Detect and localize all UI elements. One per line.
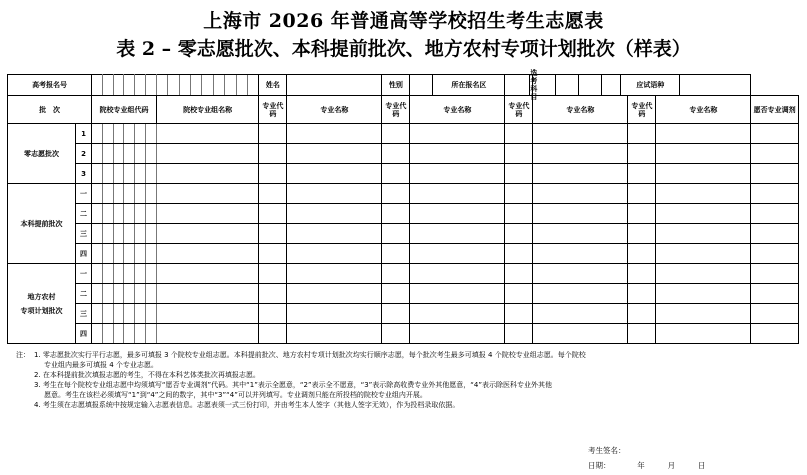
adjust-header: 愿否专业调剂 <box>751 96 799 124</box>
subject-field-3[interactable] <box>579 75 602 95</box>
school-group-name-field[interactable] <box>156 164 259 184</box>
district-field[interactable] <box>505 75 530 95</box>
major-name-header-2: 专业名称 <box>410 96 505 124</box>
major-code-field[interactable] <box>628 164 656 184</box>
school-group-code-header: 院校专业组代码 <box>92 96 157 124</box>
school-group-code-digit[interactable] <box>124 244 135 264</box>
table-row <box>8 304 799 324</box>
school-group-code-digit[interactable] <box>113 224 124 244</box>
school-group-code-digit[interactable] <box>135 204 146 224</box>
adjust-field[interactable] <box>751 184 799 204</box>
school-group-code-digit[interactable] <box>124 264 135 284</box>
school-group-code-digit[interactable] <box>102 244 113 264</box>
major-name-field[interactable] <box>410 184 505 204</box>
major-code-field[interactable] <box>628 144 656 164</box>
major-code-field[interactable] <box>628 304 656 324</box>
school-group-code-digit[interactable] <box>124 324 135 344</box>
major-name-field[interactable] <box>656 304 751 324</box>
major-code-field[interactable] <box>628 124 656 144</box>
school-group-code-digit[interactable] <box>102 204 113 224</box>
major-code-field[interactable] <box>505 224 533 244</box>
school-group-code-digit[interactable] <box>146 284 157 304</box>
major-code-field[interactable] <box>259 304 287 324</box>
school-group-code-digit[interactable] <box>92 324 103 344</box>
school-group-code-digit[interactable] <box>102 324 113 344</box>
table-row <box>8 144 799 164</box>
exam-number-digit[interactable] <box>113 75 124 96</box>
note-lead <box>16 400 34 410</box>
major-name-field[interactable] <box>287 244 382 264</box>
school-group-code-digit[interactable] <box>124 144 135 164</box>
note-line <box>16 400 796 410</box>
major-code-field[interactable] <box>505 264 533 284</box>
major-name-field[interactable] <box>287 224 382 244</box>
choice-index: 二 <box>75 204 91 224</box>
subject-field-2[interactable] <box>556 75 579 95</box>
major-code-field[interactable] <box>505 244 533 264</box>
batch-label: 零志愿批次 <box>8 124 76 184</box>
adjust-field[interactable] <box>751 224 799 244</box>
major-name-field[interactable] <box>656 284 751 304</box>
major-code-field[interactable] <box>259 124 287 144</box>
school-group-name-field[interactable] <box>156 244 259 264</box>
major-name-field[interactable] <box>656 264 751 284</box>
major-code-header-1: 专业代码 <box>259 96 287 124</box>
school-group-name-field[interactable] <box>156 324 259 344</box>
major-code-field[interactable] <box>382 184 410 204</box>
choice-index: 3 <box>75 164 91 184</box>
major-name-field[interactable] <box>410 264 505 284</box>
major-code-field[interactable] <box>259 244 287 264</box>
major-code-field[interactable] <box>382 264 410 284</box>
table-row <box>8 284 799 304</box>
major-code-field[interactable] <box>382 204 410 224</box>
school-group-code-digit[interactable] <box>92 284 103 304</box>
form-title: 上海市 2026 年普通高等学校招生考生志愿表 <box>203 10 604 32</box>
school-group-name-field[interactable] <box>156 284 259 304</box>
major-name-field[interactable] <box>533 284 628 304</box>
school-group-code-digit[interactable] <box>92 264 103 284</box>
major-name-field[interactable] <box>410 164 505 184</box>
note-line <box>16 370 796 380</box>
school-group-code-digit[interactable] <box>146 224 157 244</box>
batch-label-line: 地方农村 <box>27 292 56 301</box>
note-line <box>16 360 796 370</box>
gender-field[interactable] <box>410 75 433 95</box>
major-name-field[interactable] <box>656 184 751 204</box>
major-code-field[interactable] <box>382 164 410 184</box>
note-line <box>16 390 796 400</box>
major-code-field[interactable] <box>382 304 410 324</box>
school-group-name-field[interactable] <box>156 204 259 224</box>
choice-index: 1 <box>75 124 91 144</box>
major-code-field[interactable] <box>628 324 656 344</box>
major-name-field[interactable] <box>533 164 628 184</box>
major-name-header-1: 专业名称 <box>287 96 382 124</box>
school-group-code-digit[interactable] <box>102 264 113 284</box>
exam-number-digit[interactable] <box>135 75 146 96</box>
school-group-code-digit[interactable] <box>135 124 146 144</box>
school-group-code-digit[interactable] <box>102 284 113 304</box>
major-code-field[interactable] <box>259 224 287 244</box>
school-group-code-digit[interactable] <box>146 244 157 264</box>
school-group-code-digit[interactable] <box>92 244 103 264</box>
table-row <box>8 164 799 184</box>
note-lead <box>16 360 34 370</box>
major-name-field[interactable] <box>656 324 751 344</box>
exam-number-digit[interactable] <box>92 75 103 96</box>
school-group-name-field[interactable] <box>156 184 259 204</box>
school-group-code-digit[interactable] <box>113 324 124 344</box>
gender-label: 性别 <box>382 75 410 96</box>
school-group-code-digit[interactable] <box>102 224 113 244</box>
table-row <box>8 184 799 204</box>
school-group-code-digit[interactable] <box>92 124 103 144</box>
major-name-header-4: 专业名称 <box>656 96 751 124</box>
note-text: 专业组内最多可填报 4 个专业志愿。 <box>44 361 158 369</box>
major-code-field[interactable] <box>505 324 533 344</box>
month-label: 月 <box>667 461 676 470</box>
school-group-code-digit[interactable] <box>146 204 157 224</box>
school-group-code-digit[interactable] <box>146 164 157 184</box>
major-code-field[interactable] <box>628 284 656 304</box>
choice-index: 四 <box>75 244 91 264</box>
major-name-field[interactable] <box>533 304 628 324</box>
major-code-field[interactable] <box>628 264 656 284</box>
major-code-field[interactable] <box>259 324 287 344</box>
form-subtitle: 表 2 – 零志愿批次、本科提前批次、地方农村专项计划批次（样表） <box>116 38 691 60</box>
school-group-code-digit[interactable] <box>102 124 113 144</box>
school-group-code-digit[interactable] <box>102 164 113 184</box>
signature-date-line <box>588 460 705 471</box>
school-group-code-digit[interactable] <box>146 124 157 144</box>
note-lead <box>16 390 34 400</box>
major-name-header-3: 专业名称 <box>533 96 628 124</box>
table-row <box>8 264 799 284</box>
school-group-name-field[interactable] <box>156 124 259 144</box>
exam-number-digit[interactable] <box>146 75 157 96</box>
major-name-field[interactable] <box>287 284 382 304</box>
school-group-code-digit[interactable] <box>92 184 103 204</box>
note-line <box>16 380 796 390</box>
major-name-field[interactable] <box>410 204 505 224</box>
choice-index: 一 <box>75 264 91 284</box>
major-code-field[interactable] <box>505 164 533 184</box>
major-name-field[interactable] <box>287 304 382 324</box>
school-group-code-digit[interactable] <box>102 184 113 204</box>
school-group-code-digit[interactable] <box>113 124 124 144</box>
school-group-code-digit[interactable] <box>92 164 103 184</box>
school-group-code-digit[interactable] <box>135 244 146 264</box>
major-code-field[interactable] <box>505 144 533 164</box>
major-name-field[interactable] <box>656 224 751 244</box>
school-group-code-digit[interactable] <box>124 184 135 204</box>
school-group-code-digit[interactable] <box>135 184 146 204</box>
major-name-field[interactable] <box>533 244 628 264</box>
major-name-field[interactable] <box>533 184 628 204</box>
school-group-code-digit[interactable] <box>124 284 135 304</box>
batch-header: 批 次 <box>8 96 92 124</box>
major-name-field[interactable] <box>287 144 382 164</box>
major-code-field[interactable] <box>259 284 287 304</box>
school-group-code-digit[interactable] <box>113 244 124 264</box>
major-name-field[interactable] <box>410 224 505 244</box>
subjects-cell <box>505 69 538 101</box>
major-code-header-3: 专业代码 <box>505 96 533 124</box>
note-lead <box>16 380 34 390</box>
district-label: 所在报名区 <box>451 81 487 89</box>
major-code-field[interactable] <box>505 284 533 304</box>
major-code-field[interactable] <box>628 204 656 224</box>
adjust-field[interactable] <box>751 144 799 164</box>
major-code-header-2: 专业代码 <box>382 96 410 124</box>
major-name-field[interactable] <box>533 324 628 344</box>
school-group-code-digit[interactable] <box>102 304 113 324</box>
major-name-field[interactable] <box>533 264 628 284</box>
batch-label: 本科提前批次 <box>8 184 76 264</box>
major-name-field[interactable] <box>656 204 751 224</box>
school-group-code-digit[interactable] <box>135 264 146 284</box>
school-group-name-field[interactable] <box>156 264 259 284</box>
major-name-field[interactable] <box>287 164 382 184</box>
date-label: 日期： <box>588 461 611 470</box>
school-group-code-digit[interactable] <box>113 264 124 284</box>
subject-field-1[interactable] <box>533 75 556 95</box>
language-cell <box>533 75 751 96</box>
signature-label: 考生签名： <box>588 446 626 455</box>
major-code-field[interactable] <box>259 264 287 284</box>
adjust-field[interactable] <box>751 204 799 224</box>
major-name-field[interactable] <box>656 164 751 184</box>
school-group-code-digit[interactable] <box>146 184 157 204</box>
table-row <box>8 124 799 144</box>
major-name-field[interactable] <box>410 244 505 264</box>
school-group-code-digit[interactable] <box>113 304 124 324</box>
school-group-code-digit[interactable] <box>113 144 124 164</box>
major-name-field[interactable] <box>410 324 505 344</box>
major-code-field[interactable] <box>382 124 410 144</box>
choice-index: 2 <box>75 144 91 164</box>
major-code-field[interactable] <box>628 224 656 244</box>
major-code-field[interactable] <box>628 184 656 204</box>
major-code-header-4: 专业代码 <box>628 96 656 124</box>
choice-index: 四 <box>75 324 91 344</box>
name-field[interactable] <box>287 75 382 96</box>
notes-section <box>16 350 796 410</box>
school-group-code-digit[interactable] <box>146 264 157 284</box>
school-group-code-digit[interactable] <box>124 124 135 144</box>
batch-label-line: 专项计划批次 <box>20 306 63 315</box>
school-group-code-digit[interactable] <box>92 204 103 224</box>
major-name-field[interactable] <box>287 204 382 224</box>
table-row <box>8 324 799 344</box>
school-group-code-digit[interactable] <box>124 204 135 224</box>
major-name-field[interactable] <box>656 124 751 144</box>
adjust-field[interactable] <box>751 124 799 144</box>
major-name-field[interactable] <box>287 124 382 144</box>
adjust-field[interactable] <box>751 244 799 264</box>
major-code-field[interactable] <box>382 324 410 344</box>
note-text: 愿意。考生在该栏必须填写“1”到“4”之间的数字，其中“3”“4”可以并列填写。专业调剂只能在所投档的院校专业组内开展。 <box>44 391 427 399</box>
major-name-field[interactable] <box>533 224 628 244</box>
school-group-name-field[interactable] <box>156 224 259 244</box>
school-group-code-digit[interactable] <box>146 324 157 344</box>
choice-index: 三 <box>75 224 91 244</box>
adjust-field[interactable] <box>751 264 799 284</box>
language-label: 应试语种 <box>621 75 680 95</box>
major-code-field[interactable] <box>505 304 533 324</box>
volunteer-form-table <box>7 69 799 344</box>
note-text: 4. 考生须在志愿填报系统中按规定输入志愿表信息。志愿表须一式三份打印，并由考生本人签字（其他人签字无效），作为投档录取依据。 <box>34 401 460 409</box>
major-name-field[interactable] <box>533 124 628 144</box>
choice-index: 三 <box>75 304 91 324</box>
subjects-label: 选考科目 <box>530 69 538 101</box>
language-field[interactable] <box>680 75 750 95</box>
major-code-field[interactable] <box>382 244 410 264</box>
school-group-code-digit[interactable] <box>113 184 124 204</box>
adjust-field[interactable] <box>751 304 799 324</box>
major-code-field[interactable] <box>259 144 287 164</box>
school-group-code-digit[interactable] <box>135 304 146 324</box>
batch-label <box>8 264 76 344</box>
table-row <box>8 224 799 244</box>
note-lead <box>16 370 34 380</box>
major-code-field[interactable] <box>505 184 533 204</box>
major-name-field[interactable] <box>656 144 751 164</box>
choice-index: 二 <box>75 284 91 304</box>
school-group-code-digit[interactable] <box>135 324 146 344</box>
school-group-code-digit[interactable] <box>92 224 103 244</box>
school-group-code-digit[interactable] <box>135 284 146 304</box>
major-code-field[interactable] <box>382 224 410 244</box>
major-code-field[interactable] <box>628 244 656 264</box>
school-group-code-digit[interactable] <box>124 164 135 184</box>
major-name-field[interactable] <box>656 244 751 264</box>
school-group-code-digit[interactable] <box>146 304 157 324</box>
table-row <box>8 244 799 264</box>
school-group-code-digit[interactable] <box>124 304 135 324</box>
major-name-field[interactable] <box>410 284 505 304</box>
major-code-field[interactable] <box>259 204 287 224</box>
major-code-field[interactable] <box>505 204 533 224</box>
school-group-code-digit[interactable] <box>113 204 124 224</box>
note-text: 2. 在本科提前批次填报志愿的考生，不得在本科艺体类批次再填报志愿。 <box>34 371 260 379</box>
school-group-name-field[interactable] <box>156 304 259 324</box>
exam-number-label: 高考报名号 <box>8 75 92 96</box>
school-group-name-header: 院校专业组名称 <box>156 96 259 124</box>
major-code-field[interactable] <box>259 164 287 184</box>
school-group-code-digit[interactable] <box>102 144 113 164</box>
major-code-field[interactable] <box>382 284 410 304</box>
school-group-name-field[interactable] <box>156 144 259 164</box>
school-group-code-digit[interactable] <box>113 284 124 304</box>
day-label: 日 <box>697 461 706 470</box>
district-cell <box>410 75 505 96</box>
major-name-field[interactable] <box>287 324 382 344</box>
exam-number-digits-tail[interactable] <box>156 75 259 96</box>
school-group-code-digit[interactable] <box>92 144 103 164</box>
school-group-code-digit[interactable] <box>92 304 103 324</box>
name-label: 姓名 <box>259 75 287 96</box>
adjust-field[interactable] <box>751 164 799 184</box>
exam-number-digit[interactable] <box>102 75 113 96</box>
note-lead: 注： <box>16 351 30 359</box>
school-group-code-digit[interactable] <box>146 144 157 164</box>
school-group-code-digit[interactable] <box>135 164 146 184</box>
major-name-field[interactable] <box>533 144 628 164</box>
note-line <box>16 350 796 360</box>
table-row <box>8 204 799 224</box>
major-code-field[interactable] <box>382 144 410 164</box>
school-group-code-digit[interactable] <box>113 164 124 184</box>
major-name-field[interactable] <box>410 124 505 144</box>
major-code-field[interactable] <box>259 184 287 204</box>
school-group-code-digit[interactable] <box>135 144 146 164</box>
school-group-code-digit[interactable] <box>124 224 135 244</box>
major-name-field[interactable] <box>287 184 382 204</box>
note-text: 1. 零志愿批次实行平行志愿，最多可填报 3 个院校专业组志愿。本科提前批次、地方农村专项计划批次均实行顺序志愿，每个批次考生最多可填报 4 个院校专业组志愿。每个院校 <box>34 351 586 359</box>
year-label: 年 <box>637 461 645 470</box>
major-name-field[interactable] <box>410 304 505 324</box>
major-name-field[interactable] <box>410 144 505 164</box>
major-name-field[interactable] <box>533 204 628 224</box>
choice-index: 一 <box>75 184 91 204</box>
note-text: 3. 考生在每个院校专业组志愿中均须填写“愿否专业调剂”代码。其中“1”表示全愿意，“2”表示全不愿意，“3”表示除高收费专业外其他愿意，“4”表示除医科专业外其他 <box>34 381 552 389</box>
school-group-code-digit[interactable] <box>135 224 146 244</box>
major-name-field[interactable] <box>287 264 382 284</box>
exam-number-digit[interactable] <box>124 75 135 96</box>
adjust-field[interactable] <box>751 324 799 344</box>
major-code-field[interactable] <box>505 124 533 144</box>
adjust-field[interactable] <box>751 284 799 304</box>
